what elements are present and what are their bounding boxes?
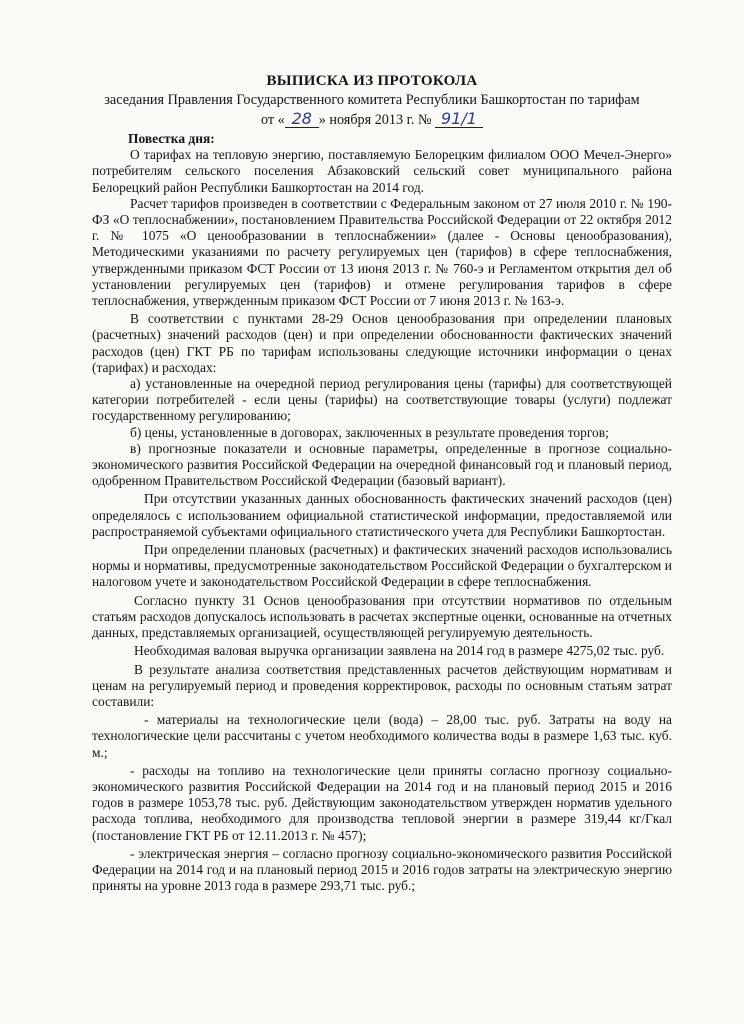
paragraph-absent-data: При отсутствии указанных данных обоснованность фактических значений расходов (цен) определялось с использованием официальной статистической информации, предоставляемой или распространяемой субъектами официального статистического учета для Республики Башкортостан. [92, 491, 672, 539]
handwritten-day: 28 [285, 111, 319, 128]
paragraph-revenue: Необходимая валовая выручка организации заявлена на 2014 год в размере 4275,02 тыс. руб. [134, 643, 665, 659]
document-title: ВЫПИСКА ИЗ ПРОТОКОЛА [266, 73, 478, 89]
document-header [0, 72, 744, 131]
paragraph-calculation-basis: Расчет тарифов произведен в соответствии с Федеральным законом от 27 июля 2010 г. № 190-ФЗ «О теплоснабжении», постановлением Правительства Российской Федерации от 22 октября 2012 г. № 1075 «О ценообразовании в теплоснабжении» (далее - Основы ценообразования), Методическими указаниями по расчету регулируемых цен (тарифов) в сфере теплоснабжения, утвержденными приказом ФСТ России от 13 июня 2013 г. № 760-э и Регламентом открытия дел об установлении регулируемых цен (тарифов) и отмене регулирования тарифов в сфере теплоснабжения, утвержденным приказом ФСТ России от 7 июня 2013 г. № 163-э. [92, 195, 672, 309]
document-body [92, 131, 672, 894]
protocol-dateline [0, 109, 744, 131]
paragraph-fuel: - расходы на топливо на технологические цели приняты согласно прогнозу социально-экономического развития Российской Федерации на 2014 год и на плановый период 2015 и 2016 годов в размере 1053,78 тыс. руб. Действующим законодательством утвержден норматив удельного расхода топлива, необходимого для производства тепловой энергии в размере 319,44 кг/Гкал (постановление ГКТ РБ от 12.11.2013 г. № 457); [92, 762, 672, 843]
paragraph-expert-estimates: Согласно пункту 31 Основ ценообразования при отсутствии нормативов по отдельным статьям расходов допускалось использовать в расчетах экспертные оценки, основанные на отчетных данных, представляемых организацией, осуществляющей регулируемую деятельность. [92, 592, 672, 641]
paragraph-norms: При определении плановых (расчетных) и фактических значений расходов использовались нормы и нормативы, предусмотренные законодательством Российской Федерации о бухгалтерском и налоговом учете и законодательством Российской Федерации в сфере теплоснабжения. [92, 542, 672, 590]
paragraph-analysis: В результате анализа соответствия представленных расчетов действующим нормативам и ценам на регулируемый период и проведения корректировок, расходы по основным статьям затрат составили: [92, 661, 672, 709]
document-subtitle: заседания Правления Государственного комитета Республики Башкортостан по тарифам [104, 92, 640, 108]
paragraph-item-b: б) цены, установленные в договорах, заключенных в результате проведения торгов; [130, 424, 609, 440]
paragraph-item-c: в) прогнозные показатели и основные параметры, определенные в прогнозе социально-экономического развития Российской Федерации на очередной финансовый год и плановый период, одобренном Правительством Российской Федерации (базовый вариант). [92, 440, 672, 489]
agenda-heading: Повестка дня: [128, 131, 215, 146]
paragraph-agenda: О тарифах на тепловую энергию, поставляемую Белорецким филиалом ООО Мечел-Энерго» потребителям сельского поселения Абзаковский сельский совет муниципального района Белорецкий район Республики Башкортостан на 2014 год. [92, 147, 672, 195]
paragraph-materials: - материалы на технологические цели (вода) – 28,00 тыс. руб. Затраты на воду на технологические цели рассчитаны с учетом необходимого количества воды в размере 1,63 тыс. куб. м.; [92, 712, 672, 760]
paragraph-item-a: а) установленные на очередной период регулирования цены (тарифы) для соответствующей категории потребителей - если цены (тарифы) на соответствующие товары (услуги) подлежат государственному регулированию; [92, 376, 672, 424]
date-middle: » ноября 2013 г. № [318, 112, 432, 128]
paragraph-information-sources: В соответствии с пунктами 28-29 Основ ценообразования при определении плановых (расчетных) значений расходов (цен) и при определении обоснованности фактических значений расходов (цен) ГКТ РБ по тарифам использованы следующие источники информации о ценах (тарифах) и расходах: [92, 311, 672, 375]
date-prefix: от « [261, 112, 285, 128]
paragraph-electricity: - электрическая энергия – согласно прогнозу социально-экономического развития Российской Федерации на 2014 год и на плановый период 2015 и 2016 годов затраты на электрическую энергию приняты на уровне 2013 года в размере 293,71 тыс. руб.; [92, 845, 672, 894]
handwritten-protocol-number: 91/1 [435, 111, 483, 128]
